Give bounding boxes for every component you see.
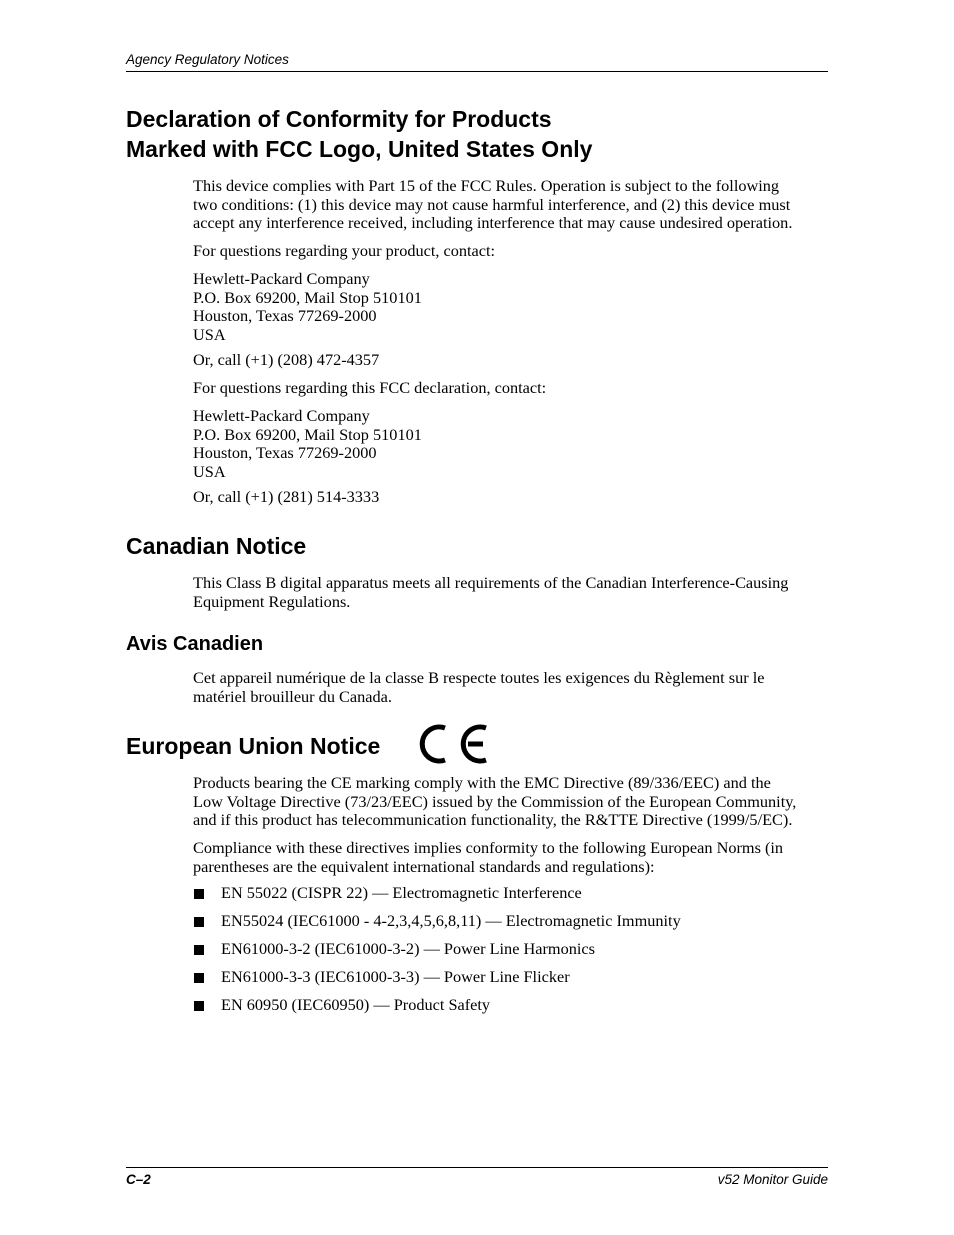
fcc-heading-line-2: Marked with FCC Logo, United States Only <box>126 136 593 162</box>
fcc-heading <box>126 104 592 164</box>
list-item <box>193 912 681 940</box>
address-line: P.O. Box 69200, Mail Stop 510101 <box>193 287 422 307</box>
address-line: Hewlett-Packard Company <box>193 269 370 288</box>
list-item <box>193 884 681 912</box>
bullet-square-icon <box>194 1001 204 1011</box>
european-norms-list <box>193 884 681 1024</box>
eu-notice-heading: European Union Notice <box>126 733 381 759</box>
page-number: C–2 <box>126 1172 151 1187</box>
declaration-contact-address <box>193 407 833 482</box>
text-line: Equipment Regulations. <box>193 591 351 611</box>
text-line: two conditions: (1) this device may not cause harmful interference, and (2) this device must <box>193 194 791 214</box>
address-line: P.O. Box 69200, Mail Stop 510101 <box>193 424 422 444</box>
fcc-heading-line-1: Declaration of Conformity for Products <box>126 106 552 132</box>
eu-directives-paragraph <box>193 774 833 830</box>
address-line: Houston, Texas 77269-2000 <box>193 443 377 463</box>
bullet-square-icon <box>194 917 204 927</box>
text-line: Low Voltage Directive (73/23/EEC) issued by the Commission of the European Community, <box>193 791 797 811</box>
canadian-notice-heading: Canadian Notice <box>126 533 307 559</box>
running-footer <box>126 1167 828 1189</box>
list-item-text: EN61000-3-3 (IEC61000-3-3) — Power Line Flicker <box>221 967 570 986</box>
address-line: USA <box>193 462 226 482</box>
text-line: Cet appareil numérique de la classe B respecte toutes les exigences du Règlement sur le <box>193 668 765 687</box>
declaration-phone: Or, call (+1) (281) 514-3333 <box>193 487 380 506</box>
canadian-notice-paragraph <box>193 574 833 611</box>
text-line: This Class B digital apparatus meets all requirements of the Canadian Interference-Causing <box>193 573 789 592</box>
avis-canadien-paragraph <box>193 669 833 706</box>
avis-canadien-heading: Avis Canadien <box>126 633 264 655</box>
running-header: Agency Regulatory Notices <box>126 51 828 72</box>
list-item <box>193 996 681 1024</box>
eu-compliance-paragraph <box>193 839 833 876</box>
list-item-text: EN 60950 (IEC60950) — Product Safety <box>221 995 491 1014</box>
product-phone: Or, call (+1) (208) 472-4357 <box>193 350 380 369</box>
text-line: This device complies with Part 15 of the FCC Rules. Operation is subject to the following <box>193 176 780 195</box>
list-item-text: EN61000-3-2 (IEC61000-3-2) — Power Line Harmonics <box>221 939 595 958</box>
text-line: accept any interference received, including interference that may cause undesired operation. <box>193 213 793 233</box>
product-contact-intro: For questions regarding your product, contact: <box>193 241 496 260</box>
fcc-compliance-paragraph <box>193 177 833 233</box>
ce-mark-icon <box>418 722 488 766</box>
text-line: parentheses are the equivalent international standards and regulations): <box>193 856 655 876</box>
address-line: USA <box>193 325 226 345</box>
bullet-square-icon <box>194 945 204 955</box>
product-contact-address <box>193 270 833 345</box>
list-item-text: EN55024 (IEC61000 - 4-2,3,4,5,6,8,11) — Electromagnetic Immunity <box>221 911 681 930</box>
declaration-contact-intro: For questions regarding this FCC declaration, contact: <box>193 378 547 397</box>
text-line: matériel brouilleur du Canada. <box>193 686 392 706</box>
bullet-square-icon <box>194 889 204 899</box>
address-line: Hewlett-Packard Company <box>193 406 370 425</box>
text-line: and if this product has telecommunication functionality, the R&TTE Directive (1999/5/EC). <box>193 810 793 830</box>
text-line: Products bearing the CE marking comply with the EMC Directive (89/336/EEC) and the <box>193 773 771 792</box>
text-line: Compliance with these directives implies conformity to the following European Norms (in <box>193 838 784 857</box>
list-item-text: EN 55022 (CISPR 22) — Electromagnetic Interference <box>221 883 582 902</box>
list-item <box>193 968 681 996</box>
bullet-square-icon <box>194 973 204 983</box>
list-item <box>193 940 681 968</box>
address-line: Houston, Texas 77269-2000 <box>193 306 377 326</box>
guide-title: v52 Monitor Guide <box>717 1172 828 1187</box>
